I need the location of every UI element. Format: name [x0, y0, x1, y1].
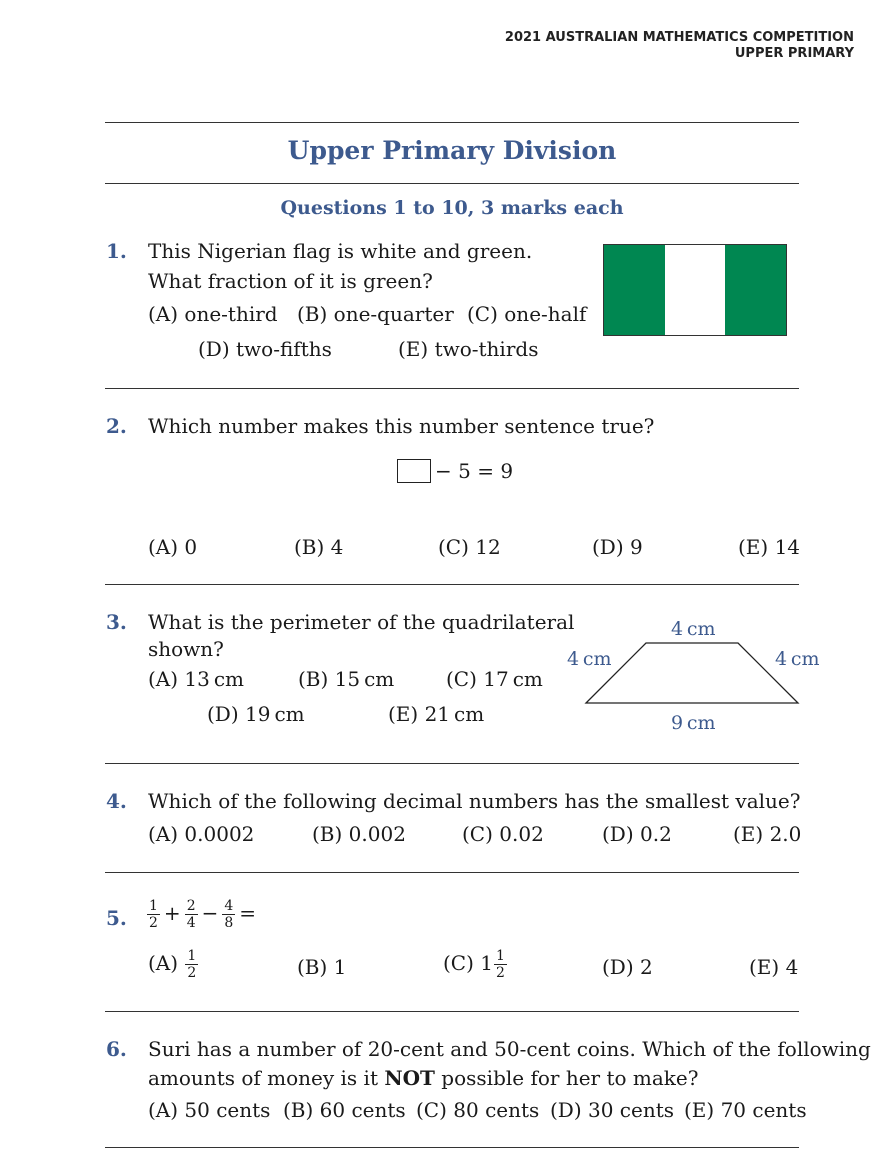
number-sentence [397, 459, 513, 483]
option-a: (A) 0.0002 [148, 822, 255, 846]
option-d: (D) 2 [602, 955, 653, 979]
question-text [148, 1066, 698, 1090]
fraction-expression [146, 898, 259, 931]
option-a: (A) 13 cm [148, 667, 245, 691]
option-b: (B) 4 [294, 535, 344, 559]
question-text: What fraction of it is green? [148, 269, 433, 293]
fraction [185, 898, 198, 931]
question-text: Which of the following decimal numbers has the smallest value? [148, 789, 801, 813]
divider [105, 1147, 799, 1148]
option-c: (C) 17 cm [446, 667, 543, 691]
divider [105, 183, 799, 184]
option-a [148, 948, 199, 981]
trapezoid-figure [580, 635, 805, 710]
question-number: 1. [106, 239, 127, 263]
divider [105, 1011, 799, 1012]
nigerian-flag-figure [603, 244, 787, 336]
trapezoid-shape [586, 643, 798, 703]
question-text: Suri has a number of 20-cent and 50-cent coins. Which of the following [148, 1037, 871, 1061]
option-e: (E) two-thirds [398, 337, 539, 361]
header-line-1: 2021 AUSTRALIAN MATHEMATICS COMPETITION [504, 30, 854, 45]
numerator: 1 [187, 948, 197, 964]
text-span: amounts of money is it [148, 1066, 385, 1090]
minus-sign: − [201, 901, 219, 925]
question-number: 4. [106, 789, 127, 813]
denominator: 8 [224, 915, 234, 931]
denominator: 2 [187, 965, 197, 981]
top-side-label: 4 cm [671, 618, 716, 640]
option-b: (B) 1 [297, 955, 347, 979]
plus-sign: + [163, 901, 181, 925]
option-b: (B) one-quarter [297, 302, 454, 326]
blank-box [397, 459, 431, 483]
divider [105, 388, 799, 389]
denominator: 2 [496, 965, 505, 981]
option-c: (C) 0.02 [462, 822, 544, 846]
header-line-2: UPPER PRIMARY [734, 46, 854, 61]
option-e: (E) 4 [749, 955, 799, 979]
question-number: 6. [106, 1037, 127, 1061]
numerator: 1 [496, 948, 505, 964]
fraction [222, 898, 235, 931]
text-span: possible for her to make? [434, 1066, 699, 1090]
divider [105, 584, 799, 585]
fraction [185, 948, 198, 981]
option-b: (B) 0.002 [312, 822, 406, 846]
question-number: 3. [106, 610, 127, 634]
question-text: Which number makes this number sentence true? [148, 414, 655, 438]
numerator: 1 [149, 898, 158, 914]
equals-sign: = [239, 901, 257, 925]
option-d: (D) 0.2 [602, 822, 672, 846]
fraction [147, 898, 160, 931]
option-a: (A) 0 [148, 535, 198, 559]
option-e: (E) 2.0 [733, 822, 802, 846]
denominator: 4 [186, 915, 196, 931]
flag-green-band-left [604, 245, 665, 335]
flag-white-band [665, 245, 726, 335]
denominator: 2 [149, 915, 158, 931]
question-text: What is the perimeter of the quadrilateral [148, 610, 575, 634]
flag-green-band-right [725, 245, 786, 335]
option-c [443, 948, 508, 981]
fraction [494, 948, 507, 981]
numerator: 4 [224, 898, 234, 914]
option-label: (C) 1 [443, 951, 493, 975]
option-label: (A) [148, 951, 179, 975]
question-text: shown? [148, 637, 224, 661]
option-c: (C) 12 [438, 535, 501, 559]
emphasis-not: NOT [384, 1066, 435, 1090]
option-c: (C) one-half [467, 302, 587, 326]
bottom-side-label: 9 cm [671, 712, 716, 734]
option-b: (B) 15 cm [298, 667, 395, 691]
equation-text: − 5 = 9 [435, 459, 514, 483]
numerator: 2 [186, 898, 196, 914]
divider [105, 763, 799, 764]
option-a: (A) 50 cents [148, 1098, 271, 1122]
division-title: Upper Primary Division [287, 136, 617, 165]
option-e: (E) 70 cents [684, 1098, 807, 1122]
option-e: (E) 14 [738, 535, 801, 559]
question-text: This Nigerian flag is white and green. [148, 239, 533, 263]
option-d: (D) 30 cents [550, 1098, 675, 1122]
divider [105, 872, 799, 873]
question-number: 5. [106, 906, 127, 930]
right-side-label: 4 cm [775, 648, 820, 670]
option-c: (C) 80 cents [416, 1098, 540, 1122]
question-number: 2. [106, 414, 127, 438]
divider [105, 122, 799, 123]
competition-header [505, 30, 854, 62]
option-d: (D) two-fifths [198, 337, 332, 361]
option-b: (B) 60 cents [283, 1098, 406, 1122]
option-a: (A) one-third [148, 302, 278, 326]
option-e: (E) 21 cm [388, 702, 485, 726]
left-side-label: 4 cm [567, 648, 612, 670]
option-d: (D) 9 [592, 535, 643, 559]
section-subtitle: Questions 1 to 10, 3 marks each [280, 197, 624, 219]
option-d: (D) 19 cm [207, 702, 305, 726]
